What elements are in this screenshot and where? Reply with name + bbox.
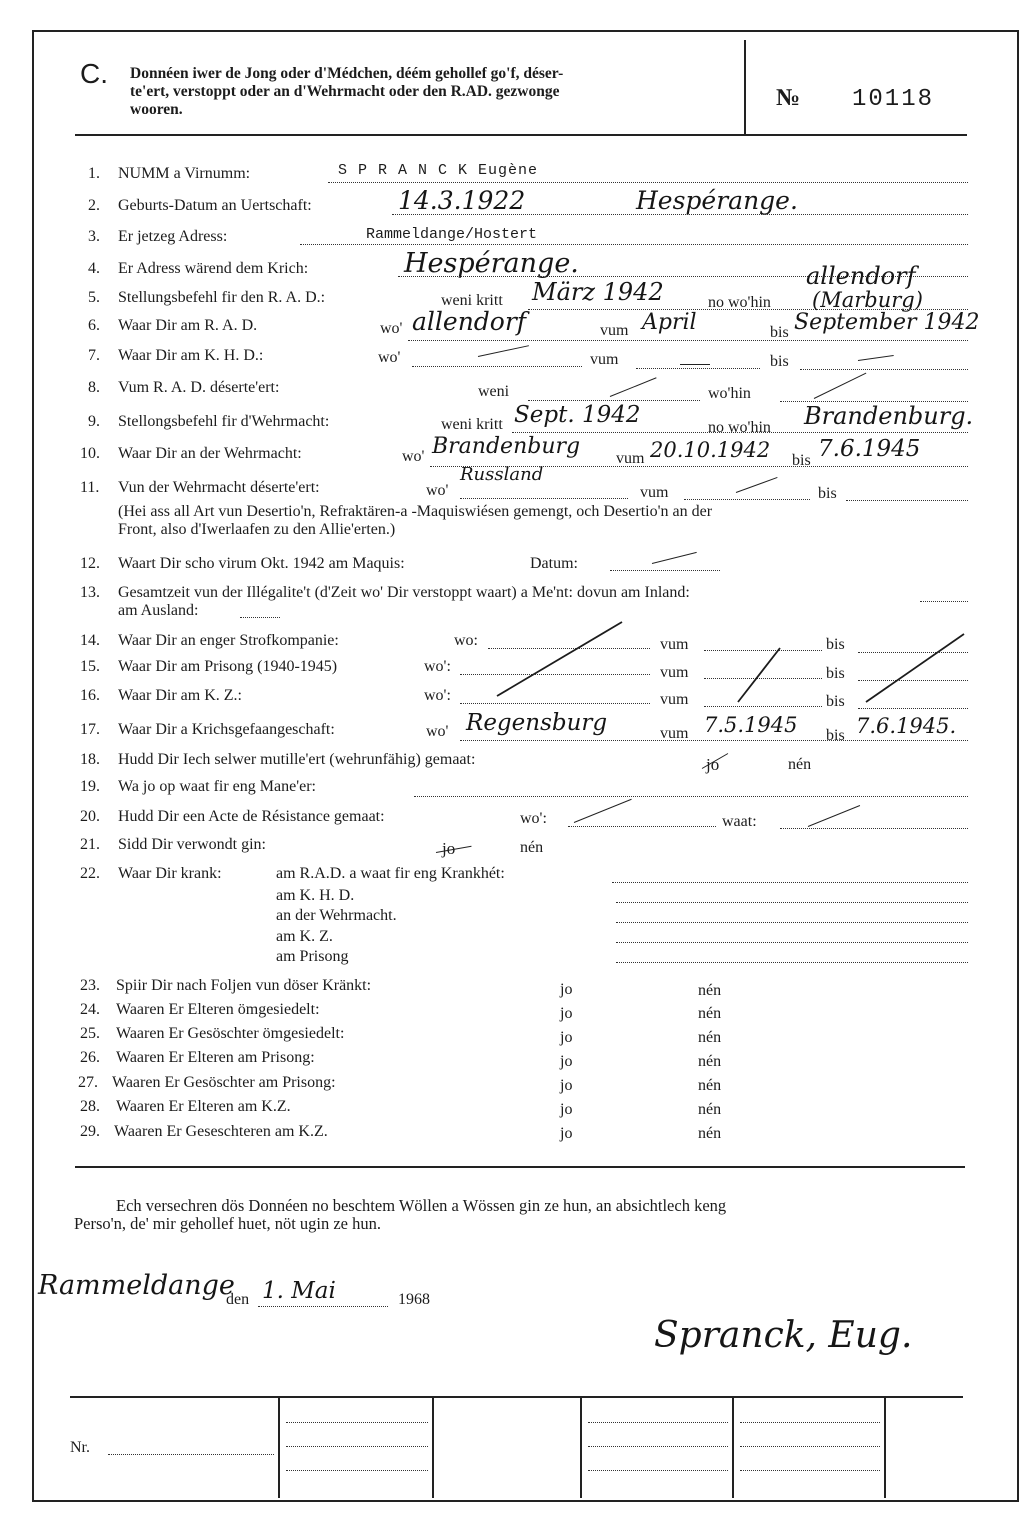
row-number: 23.	[80, 977, 100, 994]
footer-cell-2c[interactable]	[286, 1470, 428, 1471]
footer-divider-3	[580, 1396, 582, 1498]
row-number: 10.	[80, 445, 100, 462]
rad-desertion-where-label: wo'hin	[708, 385, 751, 402]
row-number: 17.	[80, 721, 100, 738]
footer-nr-field[interactable]	[108, 1454, 274, 1455]
sick-rad-label: am R.A.D. a waat fir eng Krankhét:	[276, 865, 505, 882]
rad-service-where-value: allendorf	[412, 307, 527, 336]
resistance-where-field[interactable]	[568, 826, 716, 827]
signing-date: 1. Mai	[262, 1278, 336, 1304]
wehrmacht-service-label: Waar Dir an der Wehrmacht:	[118, 445, 302, 462]
row-number: 5.	[88, 289, 100, 306]
row-number: 6.	[88, 317, 100, 334]
rad-order-when-label: weni kritt	[441, 292, 503, 309]
siblings-resettled-label: Waaren Er Gesöschter ömgesiedelt:	[116, 1025, 345, 1042]
form-number: 10118	[852, 86, 935, 113]
row-number: 2.	[88, 197, 100, 214]
maquis-date-label: Datum:	[530, 555, 578, 572]
kz-to-label: bis	[826, 693, 845, 710]
declaration-rule	[75, 1166, 965, 1168]
footer-divider-4	[732, 1396, 734, 1498]
wehrmacht-service-where-label: wo'	[402, 448, 425, 465]
header-title-line1: Donnéen iwer de Jong oder d'Médchen, déém gehollef go'f, déser-	[130, 65, 564, 82]
row-number: 27.	[78, 1074, 98, 1091]
signing-year: 1968	[398, 1291, 430, 1308]
parents-kz-no[interactable]: nén	[698, 1101, 722, 1118]
rad-desertion-when-label: weni	[478, 383, 510, 400]
khd-label: Waar Dir am K. H. D.:	[118, 347, 264, 364]
row-number: 13.	[80, 584, 100, 601]
penal-company-where-label: wo:	[454, 632, 478, 649]
birth-date-value: 14.3.1922	[398, 186, 526, 215]
pow-where-value: Regensburg	[466, 710, 608, 736]
footer-cell-3a[interactable]	[588, 1422, 728, 1423]
illegality-label: Gesamtzeit vun der Illégalite't (d'Zeit wo' Dir verstoppt waart) a Me'nt: dovun am Inland:	[118, 584, 690, 601]
desertion-note-line2: Front, also d'Iwerlaafen zu den Allie'erten.)	[118, 521, 396, 538]
footer-divider-1	[278, 1396, 280, 1498]
siblings-resettled-yes[interactable]: jo	[560, 1029, 573, 1046]
row-number: 16.	[80, 687, 100, 704]
pow-to-label: bis	[826, 727, 845, 744]
sick-prison-label: am Prisong	[276, 948, 349, 965]
declaration-line1: Ech versechren dös Donnéen no beschtem Wöllen a Wössen gin ze hun, an absichtlech keng	[116, 1196, 727, 1215]
after-effects-yes[interactable]: jo	[560, 981, 573, 998]
rad-order-label: Stellungsbefehl fir den R. A. D.:	[118, 289, 326, 306]
kz-from-label: vum	[660, 691, 689, 708]
after-effects-no[interactable]: nén	[698, 982, 722, 999]
pow-field[interactable]	[460, 740, 968, 741]
signing-den-label: den	[226, 1291, 250, 1308]
row-number: 15.	[80, 658, 100, 675]
pow-from-label: vum	[660, 725, 689, 742]
strike-from-14-16	[738, 648, 780, 702]
wehrmacht-desertion-from-label: vum	[640, 484, 669, 501]
name-value: S P R A N C K Eugène	[338, 162, 539, 179]
footer-nr-label: Nr.	[70, 1439, 90, 1456]
prison-to-label: bis	[826, 665, 845, 682]
prison-label: Waar Dir am Prisong (1940-1945)	[118, 658, 338, 675]
resistance-what-label: waat:	[722, 813, 757, 830]
parents-kz-label: Waaren Er Elteren am K.Z.	[116, 1098, 291, 1115]
signing-place: Rammeldange	[38, 1270, 235, 1301]
signature: Spranck, Eug.	[654, 1315, 913, 1356]
sick-kz-label: am K. Z.	[276, 928, 333, 945]
footer-cell-4b[interactable]	[740, 1446, 880, 1447]
wehrmacht-service-to-label: bis	[792, 452, 811, 469]
footer-cell-3b[interactable]	[588, 1446, 728, 1447]
rad-service-to-label: bis	[770, 324, 789, 341]
penal-company-label: Waar Dir an enger Strofkompanie:	[118, 632, 339, 649]
siblings-kz-no[interactable]: nén	[698, 1125, 722, 1142]
siblings-prison-no[interactable]: nén	[698, 1077, 722, 1094]
kz-label: Waar Dir am K. Z.:	[118, 687, 242, 704]
siblings-prison-label: Waaren Er Gesöschter am Prisong:	[112, 1074, 336, 1091]
wehrmacht-service-from-value: 20.10.1942	[650, 438, 771, 462]
wehrmacht-order-where-label: no wo'hin	[708, 419, 771, 436]
row-number: 14.	[80, 632, 100, 649]
siblings-kz-yes[interactable]: jo	[560, 1125, 573, 1142]
rad-order-where-label: no wo'hin	[708, 294, 771, 311]
row-number: 4.	[88, 260, 100, 277]
khd-where-label: wo'	[378, 349, 401, 366]
wehrmacht-desertion-label: Vun der Wehrmacht déserte'ert:	[118, 479, 320, 496]
parents-resettled-label: Waaren Er Elteren ömgesiedelt:	[116, 1001, 320, 1018]
sick-wehrmacht-label: an der Wehrmacht.	[276, 907, 397, 924]
prison-from-label: vum	[660, 664, 689, 681]
row-number: 20.	[80, 808, 100, 825]
row-number: 24.	[80, 1001, 100, 1018]
rad-order-where-value: (Marburg)	[812, 288, 923, 312]
resistance-label: Hudd Dir een Acte de Résistance gemaat:	[118, 808, 385, 825]
strike-marks-rows-14-16	[0, 0, 1024, 760]
footer-cell-4c[interactable]	[740, 1470, 880, 1471]
rad-service-to-value: September 1942	[794, 310, 980, 335]
rad-service-from-label: vum	[600, 322, 629, 339]
row-number: 12.	[80, 555, 100, 572]
rad-service-where-label: wo'	[380, 320, 403, 337]
penal-company-to-label: bis	[826, 636, 845, 653]
parents-prison-label: Waaren Er Elteren am Prisong:	[116, 1049, 315, 1066]
manner-label: Wa jo op waat fir eng Mane'er:	[118, 778, 316, 795]
wehrmacht-order-when-value: Sept. 1942	[514, 402, 641, 428]
wehrmacht-order-where-value: Brandenburg.	[804, 402, 974, 430]
header-title-line3: wooren.	[130, 101, 183, 118]
khd-from-label: vum	[590, 351, 619, 368]
siblings-prison-yes[interactable]: jo	[560, 1077, 573, 1094]
row-number: 11.	[80, 479, 100, 496]
mutilation-yes[interactable]: jo	[706, 755, 720, 774]
pow-to-value: 7.6.1945.	[856, 714, 957, 738]
penal-company-from-label: vum	[660, 636, 689, 653]
strike-where-14-16	[497, 622, 622, 696]
row-number: 28.	[80, 1098, 100, 1115]
footer-divider-2	[432, 1396, 434, 1498]
wehrmacht-desertion-where-label: wo'	[426, 482, 449, 499]
signing-date-field[interactable]	[258, 1306, 388, 1307]
resistance-where-label: wo':	[520, 810, 547, 827]
rad-order-when-value: März 1942	[532, 278, 664, 306]
row-number: 25.	[80, 1025, 100, 1042]
address-value: Rammeldange/Hostert	[366, 226, 538, 243]
wehrmacht-desertion-to-label: bis	[818, 485, 837, 502]
kz-where-label: wo':	[424, 687, 451, 704]
desertion-note-line1: (Hei ass all Art vun Desertio'n, Refraktären-a -Maquiswiésen gemengt, och Desertio'n an der	[118, 503, 713, 520]
sick-wehrmacht-field[interactable]	[616, 922, 968, 923]
maquis-label: Waart Dir scho virum Okt. 1942 am Maquis:	[118, 555, 405, 572]
siblings-resettled-no[interactable]: nén	[698, 1029, 722, 1046]
birth-place-value: Hespérange.	[636, 186, 798, 215]
row-number: 21.	[80, 836, 100, 853]
sick-khd-label: am K. H. D.	[276, 887, 355, 904]
rad-order-where-top: allendorf	[806, 262, 916, 290]
resistance-what-field[interactable]	[780, 828, 968, 829]
rad-service-label: Waar Dir am R. A. D.	[118, 317, 258, 334]
footer-cell-3c[interactable]	[588, 1470, 728, 1471]
footer-top-rule	[70, 1396, 963, 1398]
header-title-line2: te'ert, verstoppt oder an d'Wehrmacht oder den R.AD. gezwonge	[130, 83, 560, 100]
wounded-no[interactable]: nén	[520, 839, 544, 856]
wehrmacht-order-label: Stellongsbefehl fir d'Wehrmacht:	[118, 413, 330, 430]
declaration-line2: Perso'n, de' mir gehollef huet, nöt ugin ze hun.	[74, 1214, 382, 1233]
address-label: Er jetzeg Adress:	[118, 228, 228, 245]
row-number: 29.	[80, 1123, 100, 1140]
siblings-kz-label: Waaren Er Geseschteren am K.Z.	[114, 1123, 328, 1140]
illegality-abroad-label: am Ausland:	[118, 602, 199, 619]
sick-khd-field[interactable]	[616, 902, 968, 903]
mutilation-no[interactable]: nén	[788, 756, 812, 773]
parents-resettled-no[interactable]: nén	[698, 1005, 722, 1022]
footer-cell-2b[interactable]	[286, 1446, 428, 1447]
wehrmacht-service-to-value: 7.6.1945	[818, 436, 921, 462]
strike-to-14-16	[866, 634, 964, 702]
manner-field[interactable]	[414, 796, 968, 797]
footer-cell-4a[interactable]	[740, 1422, 880, 1423]
row-number: 22.	[80, 865, 100, 882]
mutilation-label: Hudd Dir Iech selwer mutille'ert (wehrunfähig) gemaat:	[118, 751, 476, 768]
section-letter: C.	[80, 58, 108, 89]
row-number: 19.	[80, 778, 100, 795]
parents-resettled-yes[interactable]: jo	[560, 1005, 573, 1022]
prison-where-label: wo':	[424, 658, 451, 675]
sick-label: Waar Dir krank:	[118, 865, 222, 882]
row-number: 7.	[88, 347, 100, 364]
rad-service-from-value: April	[642, 310, 697, 335]
parents-prison-yes[interactable]: jo	[560, 1053, 573, 1070]
wehrmacht-desertion-where-value: Russland	[460, 464, 544, 485]
sick-kz-field[interactable]	[616, 942, 968, 943]
parents-kz-yes[interactable]: jo	[560, 1101, 573, 1118]
after-effects-label: Spiir Dir nach Foljen vun döser Kränkt:	[116, 977, 372, 994]
pow-where-label: wo'	[426, 723, 449, 740]
wehrmacht-order-when-label: weni kritt	[441, 416, 503, 433]
khd-to-label: bis	[770, 353, 789, 370]
pow-from-value: 7.5.1945	[704, 713, 798, 737]
row-number: 1.	[88, 165, 100, 182]
wehrmacht-service-where-value: Brandenburg	[432, 434, 581, 459]
name-label: NUMM a Virnumm:	[118, 165, 251, 182]
wehrmacht-service-from-label: vum	[616, 450, 645, 467]
number-symbol: №	[776, 85, 801, 111]
pow-label: Waar Dir a Krichsgefaangeschaft:	[118, 721, 335, 738]
footer-cell-2a[interactable]	[286, 1422, 428, 1423]
war-address-value: Hespérange.	[404, 248, 579, 279]
row-number: 3.	[88, 228, 100, 245]
wounded-yes[interactable]: jo	[442, 839, 456, 858]
row-number: 26.	[80, 1049, 100, 1066]
parents-prison-no[interactable]: nén	[698, 1053, 722, 1070]
footer-divider-5	[884, 1396, 886, 1498]
rad-desertion-label: Vum R. A. D. déserte'ert:	[118, 379, 280, 396]
wounded-label: Sidd Dir verwondt gin:	[118, 836, 266, 853]
sick-prison-field[interactable]	[616, 962, 968, 963]
birth-label: Geburts-Datum an Uertschaft:	[118, 197, 312, 214]
war-address-label: Er Adress wärend dem Krich:	[118, 260, 309, 277]
row-number: 8.	[88, 379, 100, 396]
sick-rad-field[interactable]	[612, 882, 968, 883]
row-number: 18.	[80, 751, 100, 768]
row-number: 9.	[88, 413, 100, 430]
